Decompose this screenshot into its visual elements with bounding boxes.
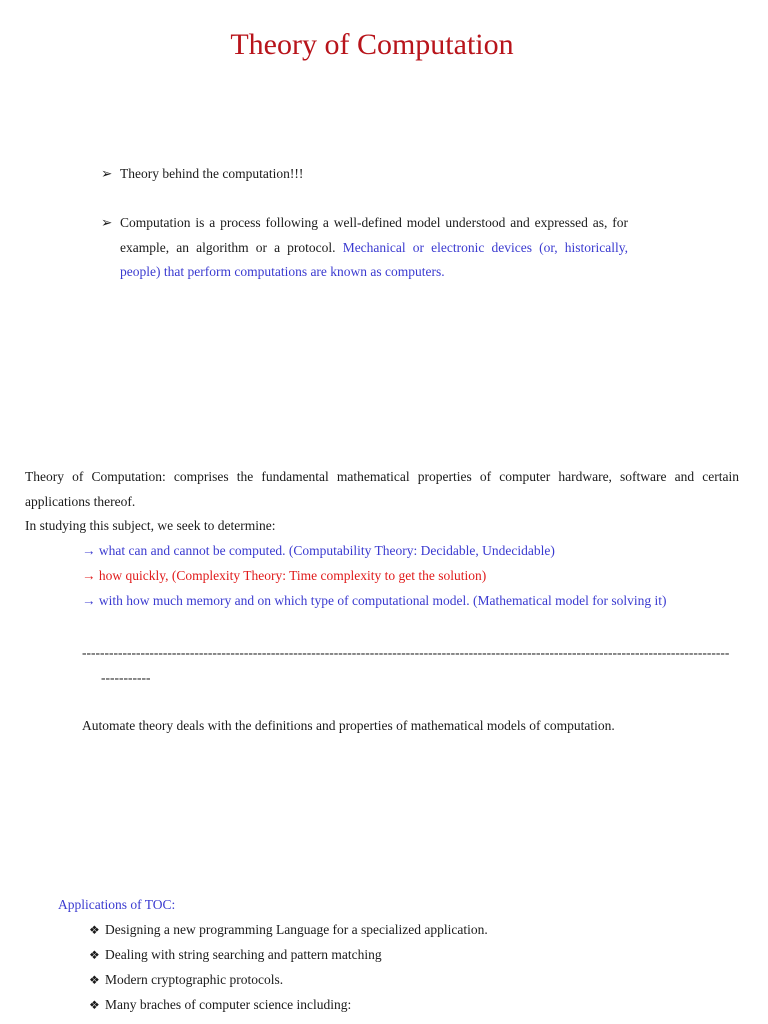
right-arrow-icon: → [82,543,96,558]
automate-theory-line: Automate theory deals with the definitions and properties of mathematical models of computation. [82,718,615,733]
studying-intro-line: In studying this subject, we seek to determine: [25,518,276,533]
application-text: Modern cryptographic protocols. [105,972,284,987]
application-text: Designing a new programming Language for a specialized application. [105,922,488,937]
arrow-item-text: what can and cannot be computed. (Computability Theory: Decidable, Undecidable) [98,543,555,558]
dashed-separator-continuation: ----------- [101,670,151,685]
applications-heading: Applications of TOC: [58,897,176,912]
arrow-item-computability [82,539,555,564]
bullet-item-1 [101,162,303,187]
bullet-item-2 [120,211,628,285]
application-item [89,918,488,943]
diamond-bullet-icon: ❖ [89,998,100,1012]
arrow-item-text: how quickly, (Complexity Theory: Time complexity to get the solution) [98,568,487,583]
toc-definition-paragraph: Theory of Computation: comprises the fundamental mathematical properties of computer hardware, software and certain applications thereof. [25,469,739,509]
arrowhead-bullet-icon: ➢ [101,215,113,230]
arrow-item-complexity [82,564,486,589]
arrowhead-bullet-icon: ➢ [101,166,113,181]
bullet-text: Computation is a process following a well-defined model understood and expressed as, for example, an algorithm or a protocol. [120,215,628,255]
right-arrow-icon: → [82,593,96,608]
application-text: Dealing with string searching and pattern matching [105,947,382,962]
bullet-text: Theory behind the computation!!! [120,166,304,181]
application-item [89,993,351,1018]
dashed-separator: ------------------------------------------------------------------------------------------------------------------------------------------------ [82,645,730,660]
application-item [89,968,283,993]
diamond-bullet-icon: ❖ [89,973,100,987]
right-arrow-icon: → [82,568,96,583]
diamond-bullet-icon: ❖ [89,923,100,937]
application-item [89,943,382,968]
application-text: Many braches of computer science including: [105,997,352,1012]
arrow-item-text: with how much memory and on which type of computational model. (Mathematical model for solving it) [98,593,667,608]
page-title: Theory of Computation [230,28,514,61]
arrow-item-memory [82,589,667,614]
diamond-bullet-icon: ❖ [89,948,100,962]
bullet-text-highlight: Mechanical or electronic devices (or, historically, people) that perform computations are known as computers. [120,239,629,279]
bullet-item-2-glyph [101,211,120,236]
